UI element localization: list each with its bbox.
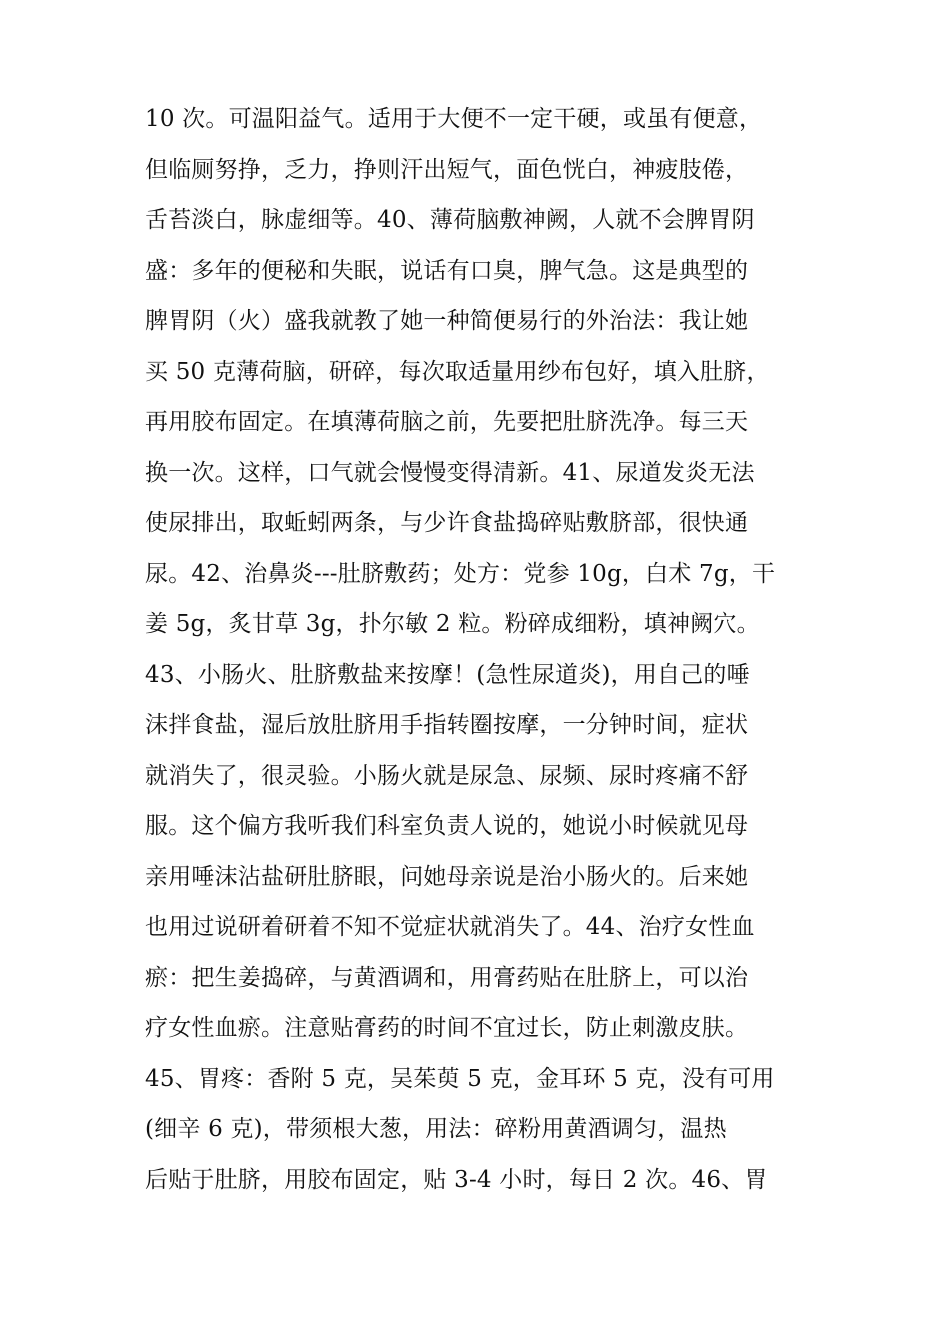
text-line: 就消失了，很灵验。小肠火就是尿急、尿频、尿时疼痛不舒 [145, 762, 749, 789]
text-line: 盛：多年的便秘和失眠，说话有口臭，脾气急。这是典型的 [145, 257, 749, 284]
text-line: 10 次。可温阳益气。适用于大便不一定干硬，或虽有便意， [145, 106, 763, 132]
text-line: 买 50 克薄荷脑，研碎，每次取适量用纱布包好，填入肚脐， [145, 358, 770, 385]
text-line: 姜 5g，炙甘草 3g，扑尔敏 2 粒。粉碎成细粉，填神阙穴。 [145, 611, 760, 637]
text-line: 疗女性血瘀。注意贴膏药的时间不宜过长，防止刺激皮肤。 [145, 1015, 749, 1041]
text-line: 43、小肠火、肚脐敷盐来按摩！(急性尿道炎)，用自己的唾 [145, 661, 750, 688]
text-line: 尿。42、治鼻炎---肚脐敷药；处方：党参 10g，白术 7g，干 [145, 560, 776, 587]
text-line: 但临厕努挣，乏力，挣则汗出短气，面色恍白，神疲肢倦， [145, 156, 749, 183]
text-line: 舌苔淡白，脉虚细等。40、薄荷脑敷神阙，人就不会脾胃阴 [145, 207, 755, 233]
text-line: 45、胃疼：香附 5 克，吴茱萸 5 克，金耳环 5 克，没有可用 [145, 1065, 775, 1092]
text-line: 再用胶布固定。在填薄荷脑之前，先要把肚脐洗净。每三天 [145, 409, 749, 435]
text-line: 使尿排出，取蚯蚓两条，与少许食盐捣碎贴敷脐部，很快通 [145, 510, 749, 536]
text-line: 亲用唾沫沾盐研肚脐眼，问她母亲说是治小肠火的。后来她 [145, 863, 749, 890]
text-line: (细辛 6 克)，带须根大葱，用法：碎粉用黄酒调匀，温热 [145, 1116, 727, 1142]
text-line: 换一次。这样，口气就会慢慢变得清新。41、尿道发炎无法 [145, 459, 755, 486]
text-line: 沫拌食盐，湿后放肚脐用手指转圈按摩，一分钟时间，症状 [145, 712, 749, 738]
text-line: 后贴于肚脐，用胶布固定，贴 3-4 小时，每日 2 次。46、胃 [145, 1166, 768, 1193]
text-line: 也用过说研着研着不知不觉症状就消失了。44、治疗女性血 [145, 914, 755, 940]
text-line: 服。这个偏方我听我们科室负责人说的，她说小时候就见母 [145, 813, 749, 839]
text-line: 瘀：把生姜捣碎，与黄酒调和，用膏药贴在肚脐上，可以治 [145, 964, 749, 991]
body-text [145, 98, 825, 1209]
text-line: 脾胃阴（火）盛我就教了她一种简便易行的外治法：我让她 [145, 308, 749, 334]
